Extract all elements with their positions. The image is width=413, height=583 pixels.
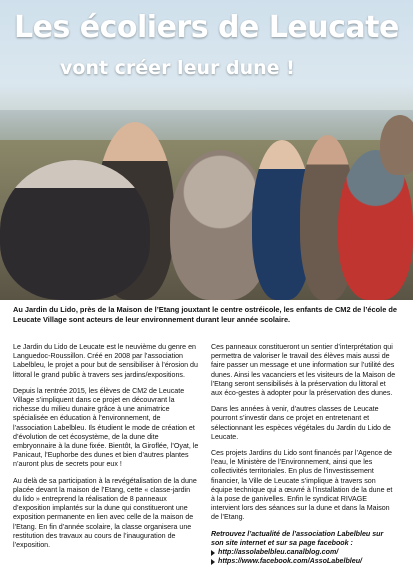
link-row <box>211 557 397 566</box>
left-column <box>13 343 199 557</box>
link-row <box>211 548 397 557</box>
paragraph: Ces panneaux constitueront un sentier d’interprétation qui permettra de valoriser le travail des élèves mais aussi de faire passer un message et une information sur l’utilité des dunes. Ainsi les vacanciers et les visiteurs de la Maison de l’Etang seront sensibilisés à la préservation du littoral et aux éco-gestes à adopter pour la préservation des dunes. <box>211 343 396 398</box>
arrow-icon <box>211 550 215 556</box>
blog-link[interactable]: http://assolabelbleu.canalblog.com/ <box>218 548 339 557</box>
contact-box <box>211 530 397 567</box>
paragraph: Dans les années à venir, d’autres classes de Leucate pourront s’investir dans ce projet en entretenant et sélectionnant les espèces végétales du Jardin du Lido de Leucate. <box>211 405 391 441</box>
paragraph: Depuis la rentrée 2015, les élèves de CM2 de Leucate Village s’impliquent dans ce projet en découvrant la richesse du milieu dunaire grâce à une animatrice spécialisée en éducation à l’environnement, de l’association Labelbleu. Ils étudient le mode de création et d’évolution de cet écosystème, de la dune dite embryonnaire à la dune fixée. Bientôt, la Giroflée, l’Oyat, le Panicaut, l’Euphorbe des dunes et bien d’autres plantes n’auront plus de secrets pour eux ! <box>13 386 199 469</box>
article-subtitle: vont créer leur dune ! <box>60 57 295 79</box>
arrow-icon <box>211 559 215 565</box>
facebook-link[interactable]: https://www.facebook.com/AssoLabelbleu/ <box>218 557 362 566</box>
child-figure <box>0 160 150 300</box>
paragraph: Le Jardin du Lido de Leucate est le neuvième du genre en Languedoc-Roussillon. Créé en 2008 par l’association Labelbleu, le projet a pour but de sensibiliser à l’érosion du littoral le grand public à travers ses jardins/expositions. <box>13 343 198 379</box>
article-title: Les écoliers de Leucate <box>14 10 399 45</box>
right-column <box>211 343 397 566</box>
article-intro: Au Jardin du Lido, près de la Maison de l’Etang jouxtant le centre ostréicole, les enfants de CM2 de l’école de Leucate Village sont acteurs de leur environnement durant leur année scolaire. <box>13 305 397 324</box>
child-figure <box>380 115 413 175</box>
contact-lead: Retrouvez l’actualité de l’association Labelbleu sur son site internet et sur sa page facebook : <box>211 529 384 547</box>
paragraph: Au delà de sa participation à la revégétalisation de la dune placée devant la maison de l’Etang, cette « classe-jardin du lido » entreprend la réalisation de 8 panneaux d’exposition implantés sur la dune qui constitueront une exposition permanente en lien avec celle de la maison de l’Etang. En fin d’année scolaire, la classe organisera une restitution des travaux au cours de l’inauguration de l’exposition. <box>13 476 197 550</box>
paragraph: Ces projets Jardins du Lido sont financés par l’Agence de l’eau, le Ministère de l’Environnement, ainsi que les collectivités territoriales. En plus de l’investissement financier, la Ville de Leucate s’implique à travers son équipe technique qui a œuvré à l’installation de la dune et à la pose de ganivelles. Enfin le syndicat RIVAGE intervient lors des séances sur la dune et dans la Maison de l’Etang. <box>211 449 393 522</box>
